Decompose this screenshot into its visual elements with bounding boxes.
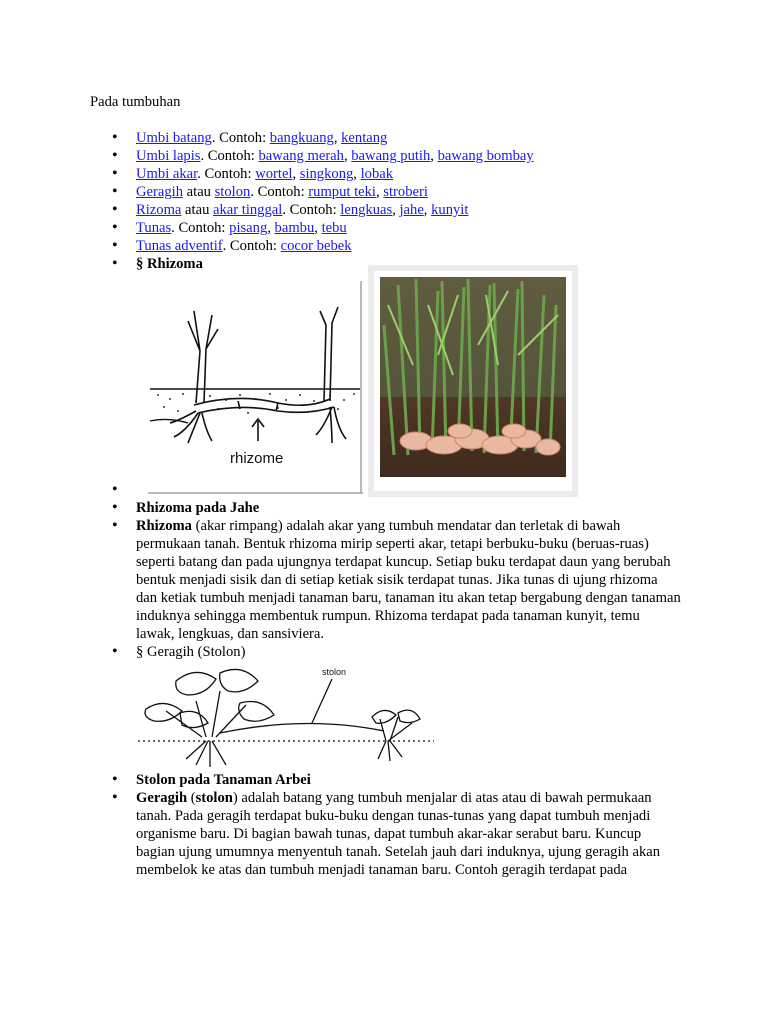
link-tunas[interactable]: Tunas bbox=[136, 220, 172, 236]
list-item-figure-stolon bbox=[0, 661, 681, 771]
link-geragih[interactable]: Geragih bbox=[136, 184, 184, 200]
link-cocor-bebek[interactable]: cocor bebek bbox=[280, 238, 352, 254]
stolon-diagram bbox=[136, 661, 436, 769]
link-rumput-teki[interactable]: rumput teki bbox=[308, 184, 376, 200]
intro-text: Pada tumbuhan bbox=[90, 94, 181, 110]
link-bangkuang[interactable]: bangkuang bbox=[269, 130, 334, 146]
link-umbi-akar[interactable]: Umbi akar bbox=[136, 166, 198, 182]
stolon-label: stolon bbox=[322, 667, 347, 677]
link-bawang-putih[interactable]: bawang putih bbox=[351, 148, 431, 164]
link-akar-tinggal[interactable]: akar tinggal bbox=[213, 202, 283, 218]
link-bawang-merah[interactable]: bawang merah bbox=[258, 148, 344, 164]
rhizome-label: • rhizome bbox=[230, 450, 284, 467]
link-rizoma[interactable]: Rizoma bbox=[136, 202, 182, 218]
rhizome-diagram bbox=[148, 281, 363, 497]
list-item: • Tunas adventif. Contoh: cocor bebek bbox=[0, 237, 681, 255]
list-item bbox=[0, 255, 681, 273]
link-singkong[interactable]: singkong bbox=[299, 166, 354, 182]
geragih-term-stolon: stolon bbox=[195, 790, 233, 806]
list-item: • Tunas. Contoh: pisang, bambu, tebu bbox=[0, 219, 681, 237]
link-tebu[interactable]: tebu bbox=[321, 220, 347, 236]
ginger-photo bbox=[368, 265, 578, 497]
list-item bbox=[0, 643, 681, 661]
link-jahe[interactable]: jahe bbox=[399, 202, 424, 218]
link-tunas-adventif[interactable]: Tunas adventif bbox=[136, 238, 223, 254]
stolon-caption: Stolon pada Tanaman Arbei bbox=[136, 772, 311, 788]
link-bambu[interactable]: bambu bbox=[274, 220, 315, 236]
rhizoma-caption: Rhizoma pada Jahe bbox=[136, 500, 260, 516]
geragih-term: Geragih bbox=[136, 790, 188, 806]
rhizoma-heading: § Rhizoma bbox=[136, 256, 203, 272]
link-lobak[interactable]: lobak bbox=[360, 166, 394, 182]
link-stroberi[interactable]: stroberi bbox=[383, 184, 428, 200]
list-item: • Umbi akar. Contoh: wortel, singkong, lobak bbox=[0, 165, 681, 183]
link-umbi-batang[interactable]: Umbi batang bbox=[136, 130, 212, 146]
list-item bbox=[0, 771, 681, 789]
link-stolon[interactable]: stolon bbox=[214, 184, 251, 200]
geragih-heading: § Geragih (Stolon) bbox=[136, 644, 246, 660]
list-item: • Rizoma atau akar tinggal. Contoh: lengkuas, jahe, kunyit bbox=[0, 201, 681, 219]
list-item: • Geragih (stolon) adalah batang yang tumbuh menjalar di atas atau di bawah permukaan tanah. Pada geragih terdapat buku-buku dengan tunas-tunas yang dapat tumbuh menjadi organisme baru. Di bagian bawah tunas, dapat tumbuh akar-akar serabut baru. Kuncup bagian ujung umumnya menyentuh tanah. Setelah jauh dari induknya, ujung geragih akan membelok ke atas dan tumbuh menjadi tanaman baru. Contoh geragih terdapat pada bbox=[0, 789, 681, 879]
list-item: • Geragih atau stolon. Contoh: rumput teki, stroberi bbox=[0, 183, 681, 201]
link-lengkuas[interactable]: lengkuas bbox=[340, 202, 393, 218]
link-kunyit[interactable]: kunyit bbox=[431, 202, 469, 218]
list-item bbox=[0, 499, 681, 517]
link-kentang[interactable]: kentang bbox=[341, 130, 388, 146]
rhizoma-term: Rhizoma bbox=[136, 518, 192, 534]
link-pisang[interactable]: pisang bbox=[229, 220, 268, 236]
link-bawang-bombay[interactable]: bawang bombay bbox=[437, 148, 534, 164]
bullet-list bbox=[0, 129, 768, 879]
list-item bbox=[0, 517, 681, 643]
link-wortel[interactable]: wortel bbox=[255, 166, 293, 182]
list-item: • Umbi lapis. Contoh: bawang merah, bawang putih, bawang bombay bbox=[0, 147, 681, 165]
list-item: • Umbi batang. Contoh: bangkuang, kentang bbox=[0, 129, 681, 147]
rhizoma-paragraph: (akar rimpang) adalah akar yang tumbuh mendatar dan terletak di bawah permukaan tanah. Bentuk rhizoma mirip seperti akar, tetapi berbuku-buku (beruas-ruas) seperti batang dan pada ujungnya terdapat kuncup. Setiap buku terdapat daun yang berubah bentuk menjadi sisik dan di setiap ketiak sisik terdapat tunas. Jika tunas di ujung rhizoma dan ketiak tumbuh menjadi tanaman baru, tanaman itu akan tetap bergabung dengan tanaman induknya sehingga membentuk rumpun. Rhizoma terdapat pada tanaman kunyit, temu lawak, lengkuas, dan sansiviera. bbox=[136, 518, 681, 642]
geragih-paragraph: ) adalah batang yang tumbuh menjalar di atas atau di bawah permukaan tanah. Pada geragih terdapat buku-buku dengan tunas-tunas yang dapat tumbuh menjadi organisme baru. Di bagian bawah tunas, dapat tumbuh akar-akar serabut baru. Kuncup bagian ujung umumnya menyentuh tanah. Setelah jauh dari induknya, ujung geragih akan membelok ke atas dan tumbuh menjadi tanaman baru. Contoh geragih terdapat pada bbox=[136, 790, 661, 878]
link-umbi-lapis[interactable]: Umbi lapis bbox=[136, 148, 201, 164]
list-item-figure-rhizome bbox=[0, 273, 681, 499]
